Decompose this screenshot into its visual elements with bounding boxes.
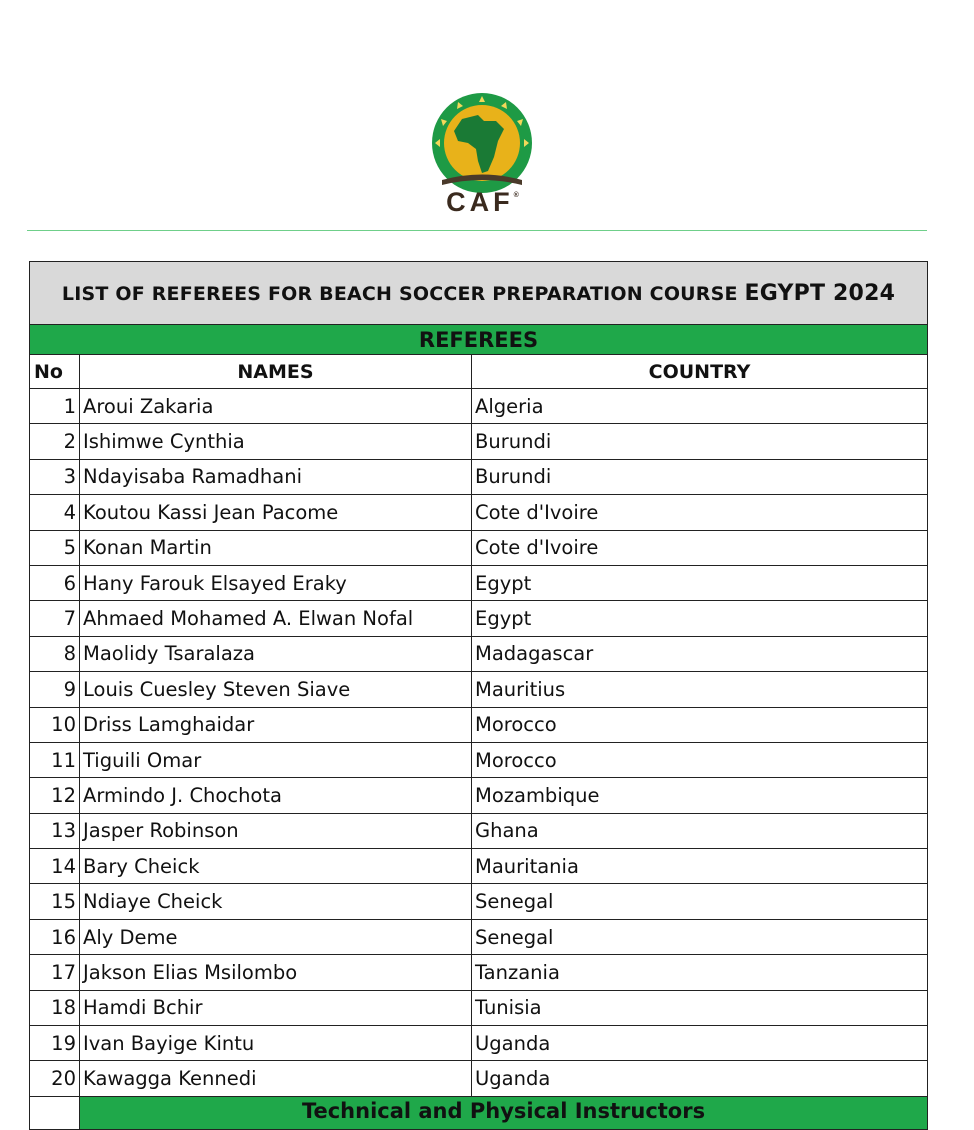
- referee-name: Ivan Bayige Kintu: [80, 1026, 472, 1061]
- table-row: [30, 1026, 928, 1061]
- table-row: [30, 707, 928, 742]
- referee-country: Tanzania: [472, 955, 928, 990]
- row-number: 20: [30, 1061, 80, 1096]
- header-names: NAMES: [80, 355, 472, 389]
- table-row: [30, 919, 928, 954]
- referee-country: Mauritania: [472, 849, 928, 884]
- next-section-empty-cell: [30, 1096, 80, 1129]
- referee-country: Egypt: [472, 601, 928, 636]
- table-row: [30, 672, 928, 707]
- referee-name: Ishimwe Cynthia: [80, 424, 472, 459]
- table-row: [30, 849, 928, 884]
- row-number: 6: [30, 565, 80, 600]
- row-number: 4: [30, 495, 80, 530]
- table-row: [30, 389, 928, 424]
- referee-country: Ghana: [472, 813, 928, 848]
- row-number: 18: [30, 990, 80, 1025]
- referee-country: Mauritius: [472, 672, 928, 707]
- table-row: [30, 636, 928, 671]
- caf-africa-emblem-icon: [410, 85, 555, 195]
- referee-country: Burundi: [472, 424, 928, 459]
- row-number: 16: [30, 919, 80, 954]
- table-row: [30, 565, 928, 600]
- referee-name: Ndayisaba Ramadhani: [80, 459, 472, 494]
- table-row: [30, 424, 928, 459]
- table-row: [30, 884, 928, 919]
- table-row: [30, 955, 928, 990]
- row-number: 7: [30, 601, 80, 636]
- row-number: 2: [30, 424, 80, 459]
- referee-country: Cote d'Ivoire: [472, 530, 928, 565]
- header-no: No: [30, 355, 80, 389]
- row-number: 10: [30, 707, 80, 742]
- table-row: [30, 742, 928, 777]
- row-number: 17: [30, 955, 80, 990]
- referee-name: Maolidy Tsaralaza: [80, 636, 472, 671]
- section-title: REFEREES: [30, 325, 928, 355]
- referee-name: Hamdi Bchir: [80, 990, 472, 1025]
- row-number: 1: [30, 389, 80, 424]
- referee-name: Ndiaye Cheick: [80, 884, 472, 919]
- referee-name: Jasper Robinson: [80, 813, 472, 848]
- referee-name: Kawagga Kennedi: [80, 1061, 472, 1096]
- referee-name: Louis Cuesley Steven Siave: [80, 672, 472, 707]
- header-country: COUNTRY: [472, 355, 928, 389]
- referees-table: [29, 261, 928, 1130]
- referees-table-wrapper: [29, 261, 927, 1130]
- referee-country: Senegal: [472, 884, 928, 919]
- referee-country: Tunisia: [472, 990, 928, 1025]
- referee-name: Tiguili Omar: [80, 742, 472, 777]
- row-number: 13: [30, 813, 80, 848]
- referee-name: Aly Deme: [80, 919, 472, 954]
- next-section-row: [30, 1096, 928, 1129]
- section-row: [30, 325, 928, 355]
- referee-name: Driss Lamghaidar: [80, 707, 472, 742]
- table-row: [30, 1061, 928, 1096]
- caf-logo: [410, 85, 555, 220]
- row-number: 3: [30, 459, 80, 494]
- referee-name: Aroui Zakaria: [80, 389, 472, 424]
- referee-country: Uganda: [472, 1026, 928, 1061]
- table-title-row: [30, 262, 928, 325]
- referee-country: Madagascar: [472, 636, 928, 671]
- referee-name: Ahmaed Mohamed A. Elwan Nofal: [80, 601, 472, 636]
- referee-country: Mozambique: [472, 778, 928, 813]
- referee-name: Konan Martin: [80, 530, 472, 565]
- row-number: 5: [30, 530, 80, 565]
- table-row: [30, 530, 928, 565]
- referee-country: Egypt: [472, 565, 928, 600]
- column-header-row: [30, 355, 928, 389]
- table-row: [30, 990, 928, 1025]
- referee-country: Morocco: [472, 707, 928, 742]
- table-row: [30, 601, 928, 636]
- caf-logo-text: CAF®: [446, 187, 519, 217]
- table-title: LIST OF REFEREES FOR BEACH SOCCER PREPARATION COURSE EGYPT 2024: [30, 262, 928, 325]
- row-number: 19: [30, 1026, 80, 1061]
- referee-name: Hany Farouk Elsayed Eraky: [80, 565, 472, 600]
- row-number: 15: [30, 884, 80, 919]
- next-section-title: Technical and Physical Instructors: [80, 1096, 928, 1129]
- table-row: [30, 778, 928, 813]
- table-row: [30, 495, 928, 530]
- row-number: 14: [30, 849, 80, 884]
- table-row: [30, 459, 928, 494]
- referee-country: Morocco: [472, 742, 928, 777]
- referee-name: Bary Cheick: [80, 849, 472, 884]
- row-number: 12: [30, 778, 80, 813]
- referee-country: Burundi: [472, 459, 928, 494]
- row-number: 9: [30, 672, 80, 707]
- referee-country: Cote d'Ivoire: [472, 495, 928, 530]
- referee-country: Uganda: [472, 1061, 928, 1096]
- row-number: 11: [30, 742, 80, 777]
- referee-name: Jakson Elias Msilombo: [80, 955, 472, 990]
- referee-country: Senegal: [472, 919, 928, 954]
- row-number: 8: [30, 636, 80, 671]
- referee-name: Armindo J. Chochota: [80, 778, 472, 813]
- referee-country: Algeria: [472, 389, 928, 424]
- referee-name: Koutou Kassi Jean Pacome: [80, 495, 472, 530]
- table-row: [30, 813, 928, 848]
- header-divider: [27, 230, 927, 231]
